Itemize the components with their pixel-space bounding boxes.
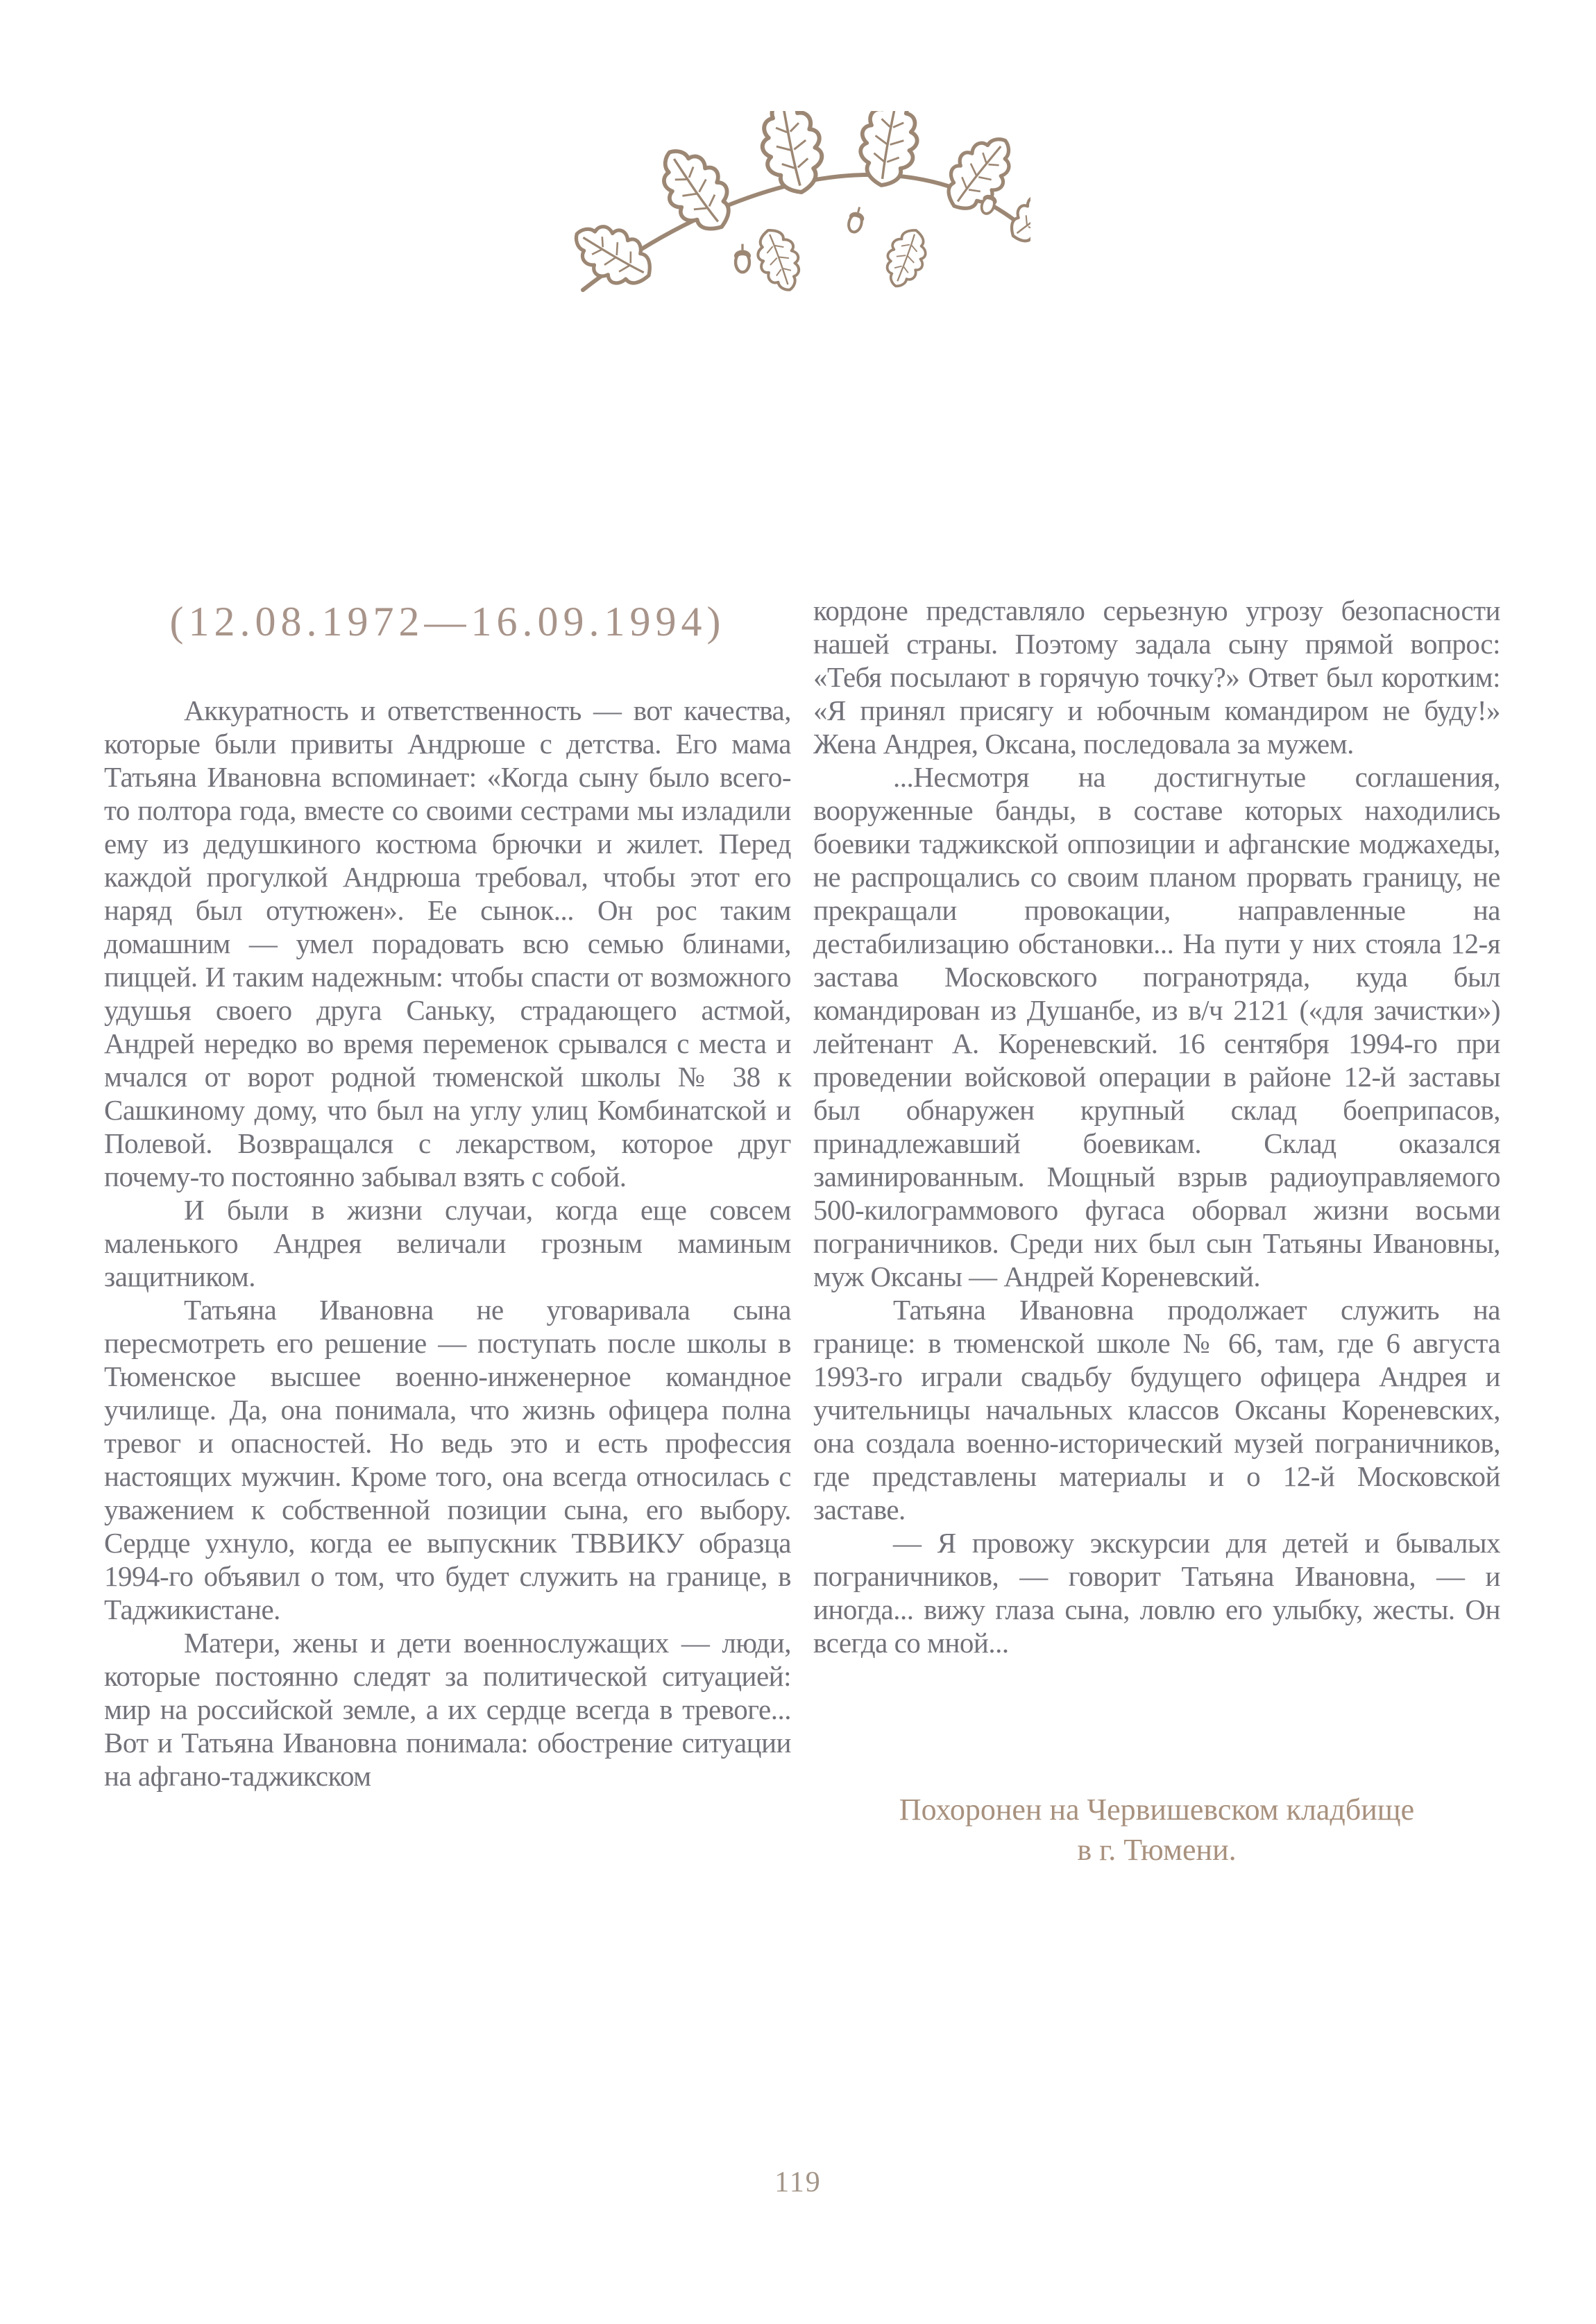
oak-leaf bbox=[647, 137, 745, 243]
acorn-icon bbox=[845, 205, 867, 234]
oak-leaf bbox=[566, 212, 661, 298]
left-column bbox=[104, 694, 791, 1880]
paragraph: — Я провожу экскурсии для детей и бывалых пограничников, — говорит Татьяна Ивановна, — и иногда... вижу глаза сына, ловлю его улыбку, жесты. Он всегда со мной... bbox=[813, 1527, 1500, 1659]
paragraph: И были в жизни случаи, когда еще совсем маленького Андрея величали грозным маминым защитником. bbox=[104, 1194, 791, 1292]
oak-leaf bbox=[934, 125, 1025, 221]
burial-note bbox=[813, 1790, 1500, 1870]
burial-note-line1: Похоронен на Червишевском кладбище bbox=[899, 1793, 1415, 1827]
oak-leaf bbox=[750, 224, 808, 297]
right-column bbox=[813, 594, 1500, 1773]
life-dates-heading: (12.08.1972—16.09.1994) bbox=[169, 599, 726, 644]
paragraph: ...Несмотря на достигнутые соглашения, вооруженные банды, в составе которых находились боевики таджикской оппозиции и афганские моджахеды, не распрощались со своим планом прорвать границу, не прекращали провокации, направленные на дестабилизацию обстановки... На пути у них стояла 12-я застава Московского погранотряда, куда был командирован из Душанбе, из в/ч 2121 («для зачистки») лейтенант А. Кореневский. 16 сентября 1994-го при проведении войсковой операции в районе 12-й заставы был обнаружен крупный склад боеприпасов, принадлежавший боевикам. Склад оказался заминированным. Мощный взрыв радиоуправляемого 500-килограммового фугаса оборвал жизни восьми пограничников. Среди них был сын Татьяны Ивановны, муж Оксаны — Андрей Кореневский. bbox=[813, 761, 1500, 1292]
paragraph: Татьяна Ивановна продолжает служить на границе: в тюменской школе № 66, там, где 6 августа 1993-го играли свадьбу будущего офицера Андрея и учительницы начальных классов Оксаны Кореневских, она создала военно-исторический музей пограничников, где представлены материалы и о 12-й Московской заставе. bbox=[813, 1294, 1500, 1526]
page-number: 119 bbox=[774, 2167, 822, 2198]
oak-leaf bbox=[754, 111, 830, 198]
acorn-icon bbox=[734, 244, 751, 273]
paragraph: Аккуратность и ответственность — вот качества, которые были привиты Андрюше с детства. Его мама Татьяна Ивановна вспоминает: «Когда сыну было всего-то полтора года, вместе со своими сестрами мы изладили ему из дедушкиного костюма брючки и жилет. Перед каждой прогулкой Андрюша требовал, чтобы этот его наряд был отутюжен». Ее сынок... Он рос таким домашним — умел порадовать всю семью блинами, пиццей. И таким надежным: чтобы спасти от возможного удушья своего друга Саньку, страдающего астмой, Андрей нередко во время переменок срывался с места и мчался от ворот родной тюменской школы № 38 к Сашкиному дому, что был на углу улиц Комбинатской и Полевой. Возвращался с лекарством, которое друг почему-то постоянно забывал взять с собой. bbox=[104, 694, 791, 1193]
oak-leaf bbox=[1001, 180, 1030, 253]
paragraph: Матери, жены и дети военнослужащих — люди, которые постоянно следят за политической ситуацией: мир на российской земле, а их сердце всегда в тревоге... Вот и Татьяна Ивановна понимала: обострение ситуации на афгано-таджикском bbox=[104, 1627, 791, 1792]
paragraph: Татьяна Ивановна не уговаривала сына пересмотреть его решение — поступать после школы в Тюменское высшее военно-инженерное командное училище. Да, она понимала, что жизнь офицера полна тревог и опасностей. Но ведь это и есть профессия настоящих мужчин. Кроме того, она всегда относилась с уважением к собственной позиции сына, его выбору. Сердце ухнуло, когда ее выпускник ТВВИКУ образца 1994-го объявил о том, что будет служить на границе, в Таджикистане. bbox=[104, 1294, 791, 1625]
paragraph: кордоне представляло серьезную угрозу безопасности нашей страны. Поэтому задала сыну прямой вопрос: «Тебя посылают в горячую точку?» Ответ был коротким: «Я принял присягу и юбочным командиром не буду!» Жена Андрея, Оксана, последовала за мужем. bbox=[813, 595, 1500, 760]
oak-branch-ornament bbox=[566, 111, 1030, 323]
burial-note-line2: в г. Тюмени. bbox=[1077, 1833, 1237, 1867]
oak-leaf bbox=[878, 224, 933, 292]
